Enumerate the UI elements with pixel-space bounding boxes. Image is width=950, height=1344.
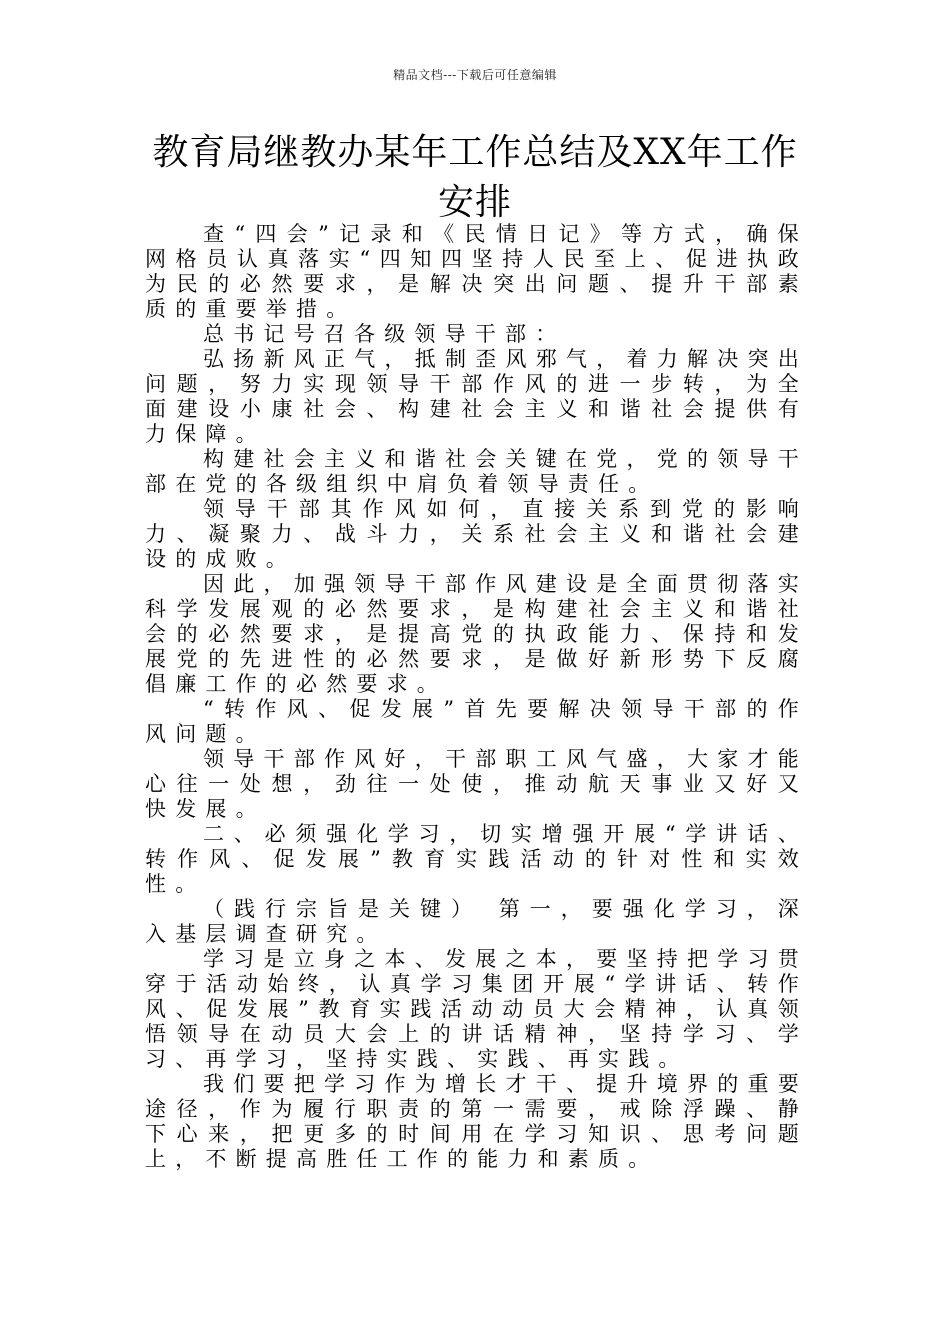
document-body [145,222,808,1172]
paragraph: 查“四会”记录和《民情日记》等方式，确保网格员认真落实“四知四坚持人民至上、促进执政为民的必然要求，是解决突出问题、提升干部素质的重要举措。 [145,222,808,321]
paragraph: 领导干部作风好，干部职工风气盛，大家才能心往一处想，劲往一处使，推动航天事业又好又快发展。 [145,747,808,821]
paragraph: 我们要把学习作为增长才干、提升境界的重要途径，作为履行职责的第一需要，戒除浮躁、静下心来，把更多的时间用在学习知识、思考问题上，不断提高胜任工作的能力和素质。 [145,1072,808,1171]
paragraph: “转作风、促发展”首先要解决领导干部的作风问题。 [145,697,808,746]
paragraph: 领导干部其作风如何，直接关系到党的影响力、凝聚力、战斗力，关系社会主义和谐社会建设的成败。 [145,497,808,571]
paragraph: 学习是立身之本、发展之本，要坚持把学习贯穿于活动始终，认真学习集团开展“学讲话、转作风、促发展”教育实践活动动员大会精神，认真领悟领导在动员大会上的讲话精神，坚持学习、学习、再学习，坚持实践、实践、再实践。 [145,947,808,1071]
paragraph: 构建社会主义和谐社会关键在党，党的领导干部在党的各级组织中肩负着领导责任。 [145,447,808,496]
document-title: 教育局继教办某年工作总结及XX年工作安排 [152,132,798,223]
paragraph: （践行宗旨是关键） 第一，要强化学习，深入基层调查研究。 [145,897,808,946]
paragraph: 二、必须强化学习，切实增强开展“学讲话、转作风、促发展”教育实践活动的针对性和实效性。 [145,822,808,896]
header-note: 精品文档---下载后可任意编辑 [393,68,557,82]
paragraph: 总书记号召各级领导干部： [203,322,566,346]
paragraph: 因此，加强领导干部作风建设是全面贯彻落实科学发展观的必然要求，是构建社会主义和谐社会的必然要求，是提高党的执政能力、保持和发展党的先进性的必然要求，是做好新形势下反腐倡廉工作的必然要求。 [145,572,808,696]
paragraph: 弘扬新风正气，抵制歪风邪气，着力解决突出问题，努力实现领导干部作风的进一步转，为全面建设小康社会、构建社会主义和谐社会提供有力保障。 [145,347,808,446]
